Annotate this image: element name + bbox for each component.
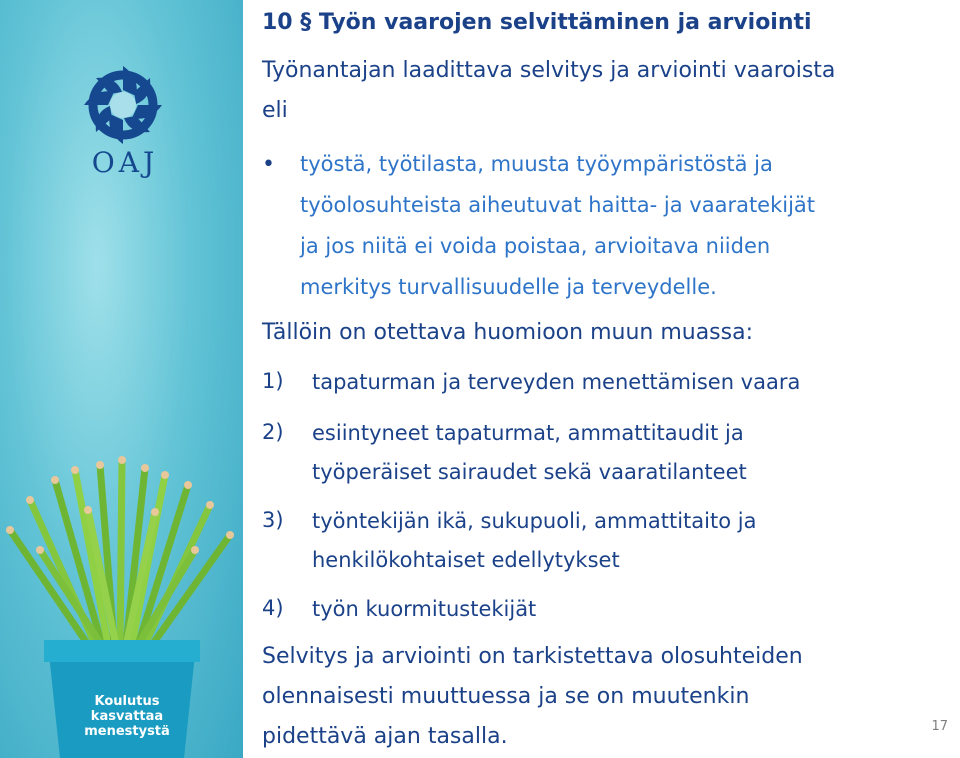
list-item: henkilökohtaiset edellytykset: [312, 548, 620, 572]
item-number: 4): [262, 596, 284, 620]
list-item: työn kuormitustekijät: [312, 597, 537, 621]
closing-line: pidettävä ajan tasalla.: [262, 724, 508, 749]
lead-in-text: Tällöin on otettava huomioon muun muassa:: [262, 320, 754, 345]
bullet-line: työolosuhteista aiheutuvat haitta- ja vaaratekijät: [300, 193, 816, 217]
closing-line: Selvitys ja arviointi on tarkistettava olosuhteiden: [262, 644, 803, 669]
intro-line: Työnantajan laadittava selvitys ja arviointi vaaroista: [262, 58, 836, 83]
list-item: esiintyneet tapaturmat, ammattitaudit ja: [312, 421, 744, 445]
item-number: 2): [262, 420, 284, 444]
list-item: työperäiset sairaudet sekä vaaratilanteet: [312, 460, 747, 484]
slogan-line: Koulutus: [94, 694, 160, 709]
sidebar-panel: [0, 0, 243, 758]
page-number: 17: [931, 719, 948, 734]
slogan-text: [72, 694, 182, 739]
bullet-marker: •: [262, 152, 275, 177]
bullet-line: työstä, työtilasta, muusta työympäristöstä ja: [300, 152, 773, 176]
slide-content: [262, 0, 952, 758]
item-number: 1): [262, 369, 284, 393]
closing-line: olennaisesti muuttuessa ja se on muutenkin: [262, 684, 750, 709]
list-item: tapaturman ja terveyden menettämisen vaara: [312, 370, 801, 394]
slogan-line: menestystä: [84, 724, 170, 739]
intro-line: eli: [262, 98, 288, 123]
item-number: 3): [262, 508, 284, 532]
bullet-line: ja jos niitä ei voida poistaa, arvioitava niiden: [300, 234, 771, 258]
slogan-line: kasvattaa: [90, 709, 164, 724]
bullet-line: merkitys turvallisuudelle ja terveydelle.: [300, 275, 717, 299]
logo-text: OAJ: [91, 146, 159, 179]
oaj-logo-icon: [78, 60, 168, 150]
slide-title: 10 § Työn vaarojen selvittäminen ja arviointi: [262, 10, 812, 35]
list-item: työntekijän ikä, sukupuoli, ammattitaito ja: [312, 509, 757, 533]
